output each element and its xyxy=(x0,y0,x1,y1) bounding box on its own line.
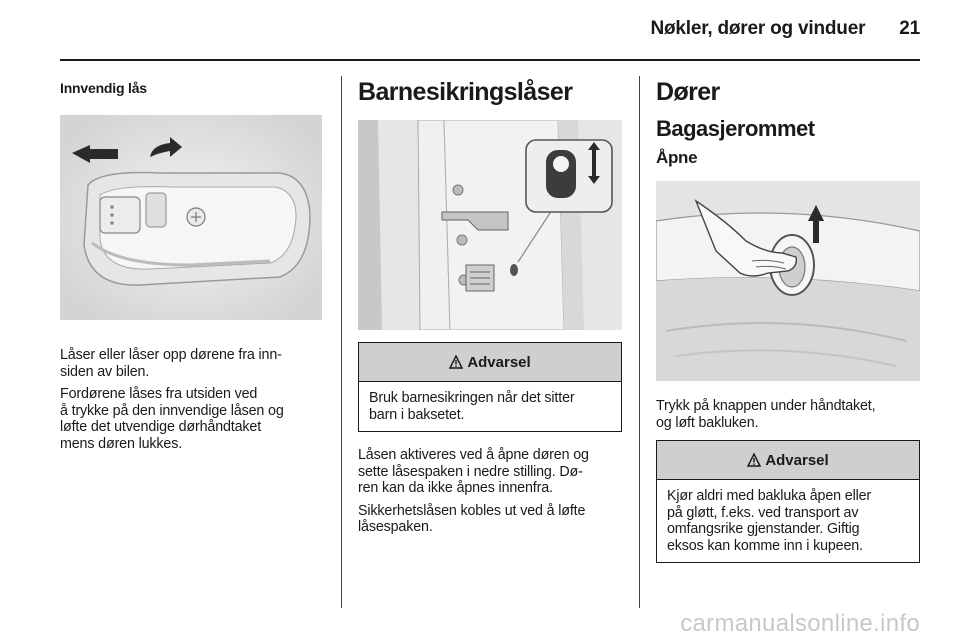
text-line: låsespaken. xyxy=(358,519,433,535)
warning-box-child-locks xyxy=(358,342,622,432)
text-line: Låser eller låser opp dørene fra inn- xyxy=(60,347,282,363)
paragraph-tailgate-open xyxy=(656,398,920,431)
warning-body xyxy=(657,480,919,562)
chapter-title: Nøkler, dører og vinduer xyxy=(650,18,866,39)
paragraph-child-lock-1 xyxy=(358,447,622,497)
column-doors xyxy=(656,76,920,563)
text-line: Kjør aldri med bakluka åpen eller xyxy=(667,488,872,504)
warning-header xyxy=(657,441,919,480)
text-line: Fordørene låses fra utsiden ved xyxy=(60,386,258,402)
column-divider xyxy=(341,76,342,608)
column-interior-lock xyxy=(60,76,322,452)
text-line: løfte det utvendige dørhåndtaket xyxy=(60,419,262,435)
warning-box-tailgate xyxy=(656,440,920,563)
warning-triangle-icon xyxy=(747,453,761,467)
child-lock-illustration xyxy=(358,120,622,330)
warning-header xyxy=(359,343,621,382)
text-line: mens døren lukkes. xyxy=(60,435,183,452)
text-line: på gløtt, f.eks. ved transport av xyxy=(667,504,859,521)
warning-title: Advarsel xyxy=(467,353,531,371)
section-heading-child-locks: Barnesikringslåser xyxy=(358,78,573,106)
text-line: Sikkerhetslåsen kobles ut ved å løfte xyxy=(358,502,586,519)
text-line: barn i baksetet. xyxy=(369,406,465,423)
section-heading-doors: Dører xyxy=(656,78,720,106)
text-line: å trykke på den innvendige låsen og xyxy=(60,402,284,419)
watermark: carmanualsonline.info xyxy=(680,610,920,637)
subsection-heading-open: Åpne xyxy=(656,148,698,167)
paragraph-interior-lock-2 xyxy=(60,386,322,452)
text-line: Trykk på knappen under håndtaket, xyxy=(656,398,876,414)
interior-door-handle-illustration xyxy=(60,115,322,320)
paragraph-child-lock-2 xyxy=(358,503,622,536)
text-line: og løft bakluken. xyxy=(656,414,759,431)
text-line: siden av bilen. xyxy=(60,363,150,380)
warning-title: Advarsel xyxy=(765,451,829,469)
text-line: eksos kan komme inn i kupeen. xyxy=(667,537,863,554)
text-line: Bruk barnesikringen når det sitter xyxy=(369,390,575,406)
header-rule xyxy=(60,59,920,61)
subsection-heading-luggage: Bagasjerommet xyxy=(656,116,815,141)
text-line: Låsen aktiveres ved å åpne døren og xyxy=(358,447,589,463)
page-number: 21 xyxy=(899,18,920,39)
text-line: ren kan da ikke åpnes innenfra. xyxy=(358,480,553,496)
text-line: sette låsespaken i nedre stilling. Dø- xyxy=(358,463,583,480)
text-line: omfangsrike gjenstander. Giftig xyxy=(667,521,860,537)
warning-triangle-icon xyxy=(449,355,463,369)
column-child-locks xyxy=(358,76,622,536)
column-divider xyxy=(639,76,640,608)
running-header xyxy=(650,18,920,40)
tailgate-opening-illustration xyxy=(656,181,920,381)
warning-body xyxy=(359,382,621,431)
section-heading-interior-lock: Innvendig lås xyxy=(60,80,147,96)
paragraph-interior-lock-1 xyxy=(60,347,322,380)
